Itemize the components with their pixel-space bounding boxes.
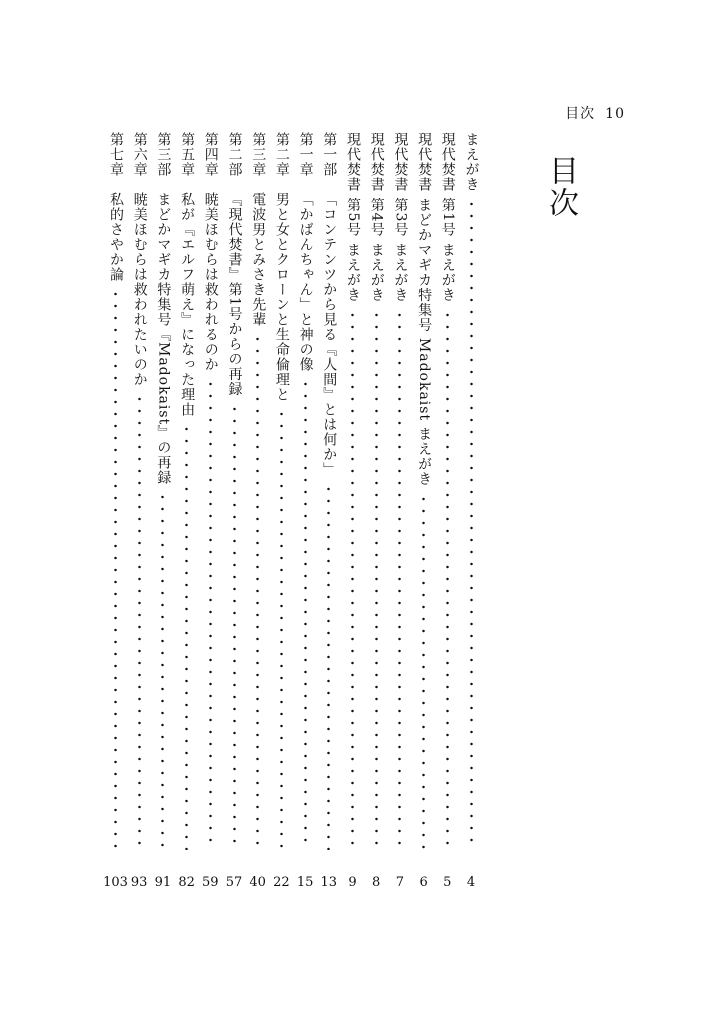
running-head xyxy=(565,103,625,123)
dot-leader xyxy=(375,309,378,850)
toc-entry[interactable] xyxy=(460,132,483,892)
toc-entry-page: 15 xyxy=(296,875,314,890)
dot-leader xyxy=(422,493,425,850)
toc-entry-title: 暁美ほむらは救われるのか xyxy=(202,192,219,372)
toc-entry-heading: 第六章 xyxy=(131,132,148,177)
running-head-title: 目次 xyxy=(565,106,596,122)
dot-leader xyxy=(446,309,449,850)
dot-leader xyxy=(138,393,141,850)
toc-entry-heading: 第二章 xyxy=(273,132,290,177)
toc-entry-title: 現代焚書 第4号 まえがき xyxy=(368,132,385,303)
toc-entry-page: 9 xyxy=(348,875,357,890)
toc-entry[interactable] xyxy=(365,132,388,892)
toc-entry[interactable] xyxy=(317,132,340,892)
toc-entry-title: 現代焚書 まどかマギカ特集号 Madokaist まえがき xyxy=(416,132,433,487)
toc-entry-title: 私が『エルフ萌え』になった理由 xyxy=(179,192,196,417)
dot-leader xyxy=(256,333,259,850)
dot-leader xyxy=(114,288,117,850)
toc-title: 目次 xyxy=(543,155,578,219)
toc-entry-page: 57 xyxy=(225,875,243,890)
toc-entry-heading: 第三部 xyxy=(155,132,172,177)
dot-leader xyxy=(304,378,307,850)
toc-entry-heading: 第三章 xyxy=(250,132,267,177)
toc-entry[interactable] xyxy=(412,132,435,892)
toc-entry-title: 「コンテンツから見る『人間』とは何か」 xyxy=(321,192,338,477)
toc-entry-title: 「かばんちゃん」と神の像 xyxy=(297,192,314,372)
toc-entry-title: まどかマギカ特集号『Madokaist』の再録 xyxy=(155,192,172,486)
toc-entry-title: 暁美ほむらは救われたいのか xyxy=(131,192,148,387)
toc-entry[interactable] xyxy=(151,132,174,892)
toc-entry-title: まえがき xyxy=(463,132,480,192)
toc-entry-page: 7 xyxy=(395,875,405,890)
dot-leader xyxy=(351,309,354,850)
toc-entry-heading: 第四章 xyxy=(202,132,219,177)
toc-entry[interactable] xyxy=(199,132,222,892)
toc-entry-title: 電波男とみさき先輩 xyxy=(250,192,267,327)
toc-entry[interactable] xyxy=(341,132,364,892)
toc-entry-page: 93 xyxy=(130,875,148,890)
toc-entry[interactable] xyxy=(175,132,198,892)
toc-entry[interactable] xyxy=(223,132,246,892)
dot-leader xyxy=(398,309,401,850)
toc-entry[interactable] xyxy=(294,132,317,892)
dot-leader xyxy=(327,483,330,850)
toc-entry-heading: 第七章 xyxy=(108,132,124,177)
toc-entry-page: 13 xyxy=(320,875,338,890)
toc-entry[interactable] xyxy=(270,132,293,892)
dot-leader xyxy=(233,403,236,850)
toc-entry-page: 8 xyxy=(372,875,381,890)
toc-entry-heading: 第一部 xyxy=(321,132,338,177)
toc-entry[interactable] xyxy=(128,132,151,892)
toc-entry-page: 5 xyxy=(443,875,452,890)
toc-entry-page: 59 xyxy=(202,875,219,890)
page-number: 10 xyxy=(605,106,625,122)
toc-entry-page: 82 xyxy=(178,875,195,890)
toc-entry-title: 『現代焚書』第1号からの再録 xyxy=(226,192,243,397)
toc-entry-title: 私的さやか論 xyxy=(108,192,124,282)
toc-entry[interactable] xyxy=(104,132,127,892)
toc-entry-page: 40 xyxy=(249,875,266,890)
dot-leader xyxy=(470,198,473,850)
toc-entry-title: 現代焚書 第5号 まえがき xyxy=(345,132,361,303)
toc-entry-page: 103 xyxy=(103,875,128,890)
toc-entry-heading: 第二部 xyxy=(226,132,243,177)
toc-entry[interactable] xyxy=(246,132,269,892)
toc-entry-heading: 第一章 xyxy=(297,132,314,177)
toc-entry-page: 91 xyxy=(154,875,172,890)
table-of-contents xyxy=(104,132,486,892)
toc-entry-title: 現代焚書 第1号 まえがき xyxy=(439,132,456,303)
dot-leader xyxy=(161,491,164,850)
toc-entry[interactable] xyxy=(436,132,459,892)
toc-entry-page: 4 xyxy=(466,875,476,890)
toc-entry-page: 6 xyxy=(419,875,428,890)
toc-entry[interactable] xyxy=(388,132,411,892)
toc-entry-page: 22 xyxy=(273,875,290,890)
dot-leader xyxy=(209,378,212,850)
dot-leader xyxy=(185,423,188,850)
dot-leader xyxy=(280,408,283,850)
toc-entry-heading: 第五章 xyxy=(179,132,196,177)
toc-entry-title: 男と女とクローンと生命倫理と xyxy=(273,192,290,402)
toc-entry-title: 現代焚書 第3号 まえがき xyxy=(392,132,409,303)
